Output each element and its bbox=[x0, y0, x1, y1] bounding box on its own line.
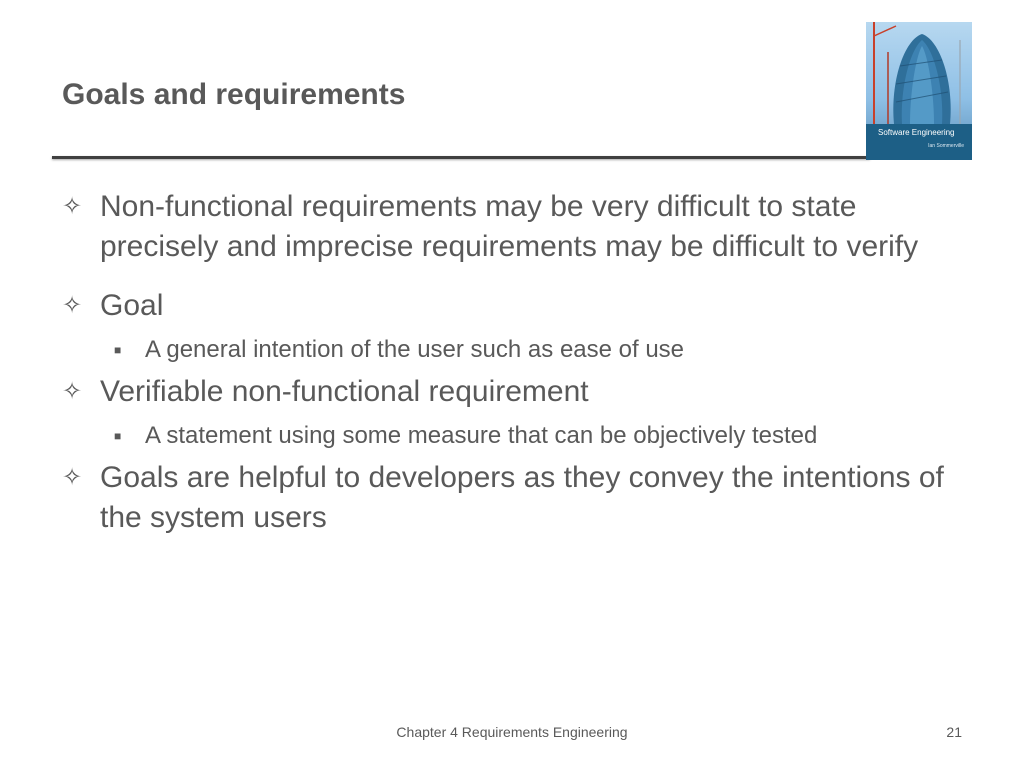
sub-bullet-item bbox=[62, 420, 972, 452]
bullet-item bbox=[62, 372, 972, 412]
four-point-star-icon: ✧ bbox=[62, 378, 83, 405]
book-cover-image bbox=[866, 22, 972, 160]
four-point-star-icon: ✧ bbox=[62, 464, 83, 491]
bullet-text: Non-functional requirements may be very difficult to state precisely and imprecise requirements may be difficult to verify bbox=[100, 190, 919, 263]
sub-bullet-text: A statement using some measure that can be objectively tested bbox=[145, 422, 818, 449]
bullet-item bbox=[62, 286, 972, 326]
sub-bullet-item bbox=[62, 334, 972, 366]
bullet-text: Goals are helpful to developers as they convey the intentions of the system users bbox=[100, 461, 944, 534]
four-point-star-icon: ✧ bbox=[62, 292, 83, 319]
bullet-item bbox=[62, 458, 972, 538]
cover-title: Software Engineering bbox=[878, 128, 955, 137]
slide-content bbox=[62, 187, 972, 538]
four-point-star-icon: ✧ bbox=[62, 193, 83, 220]
title-divider bbox=[52, 156, 870, 159]
bullet-item bbox=[62, 187, 972, 267]
square-bullet-icon: ■ bbox=[114, 429, 122, 443]
page-number: 21 bbox=[946, 724, 962, 740]
footer-chapter: Chapter 4 Requirements Engineering bbox=[396, 724, 628, 740]
cover-author: Ian Sommerville bbox=[928, 143, 964, 149]
square-bullet-icon: ■ bbox=[114, 343, 122, 357]
bullet-text: Verifiable non-functional requirement bbox=[100, 375, 589, 408]
slide-title: Goals and requirements bbox=[62, 78, 406, 111]
bullet-text: Goal bbox=[100, 289, 164, 322]
sub-bullet-text: A general intention of the user such as ease of use bbox=[145, 336, 685, 363]
